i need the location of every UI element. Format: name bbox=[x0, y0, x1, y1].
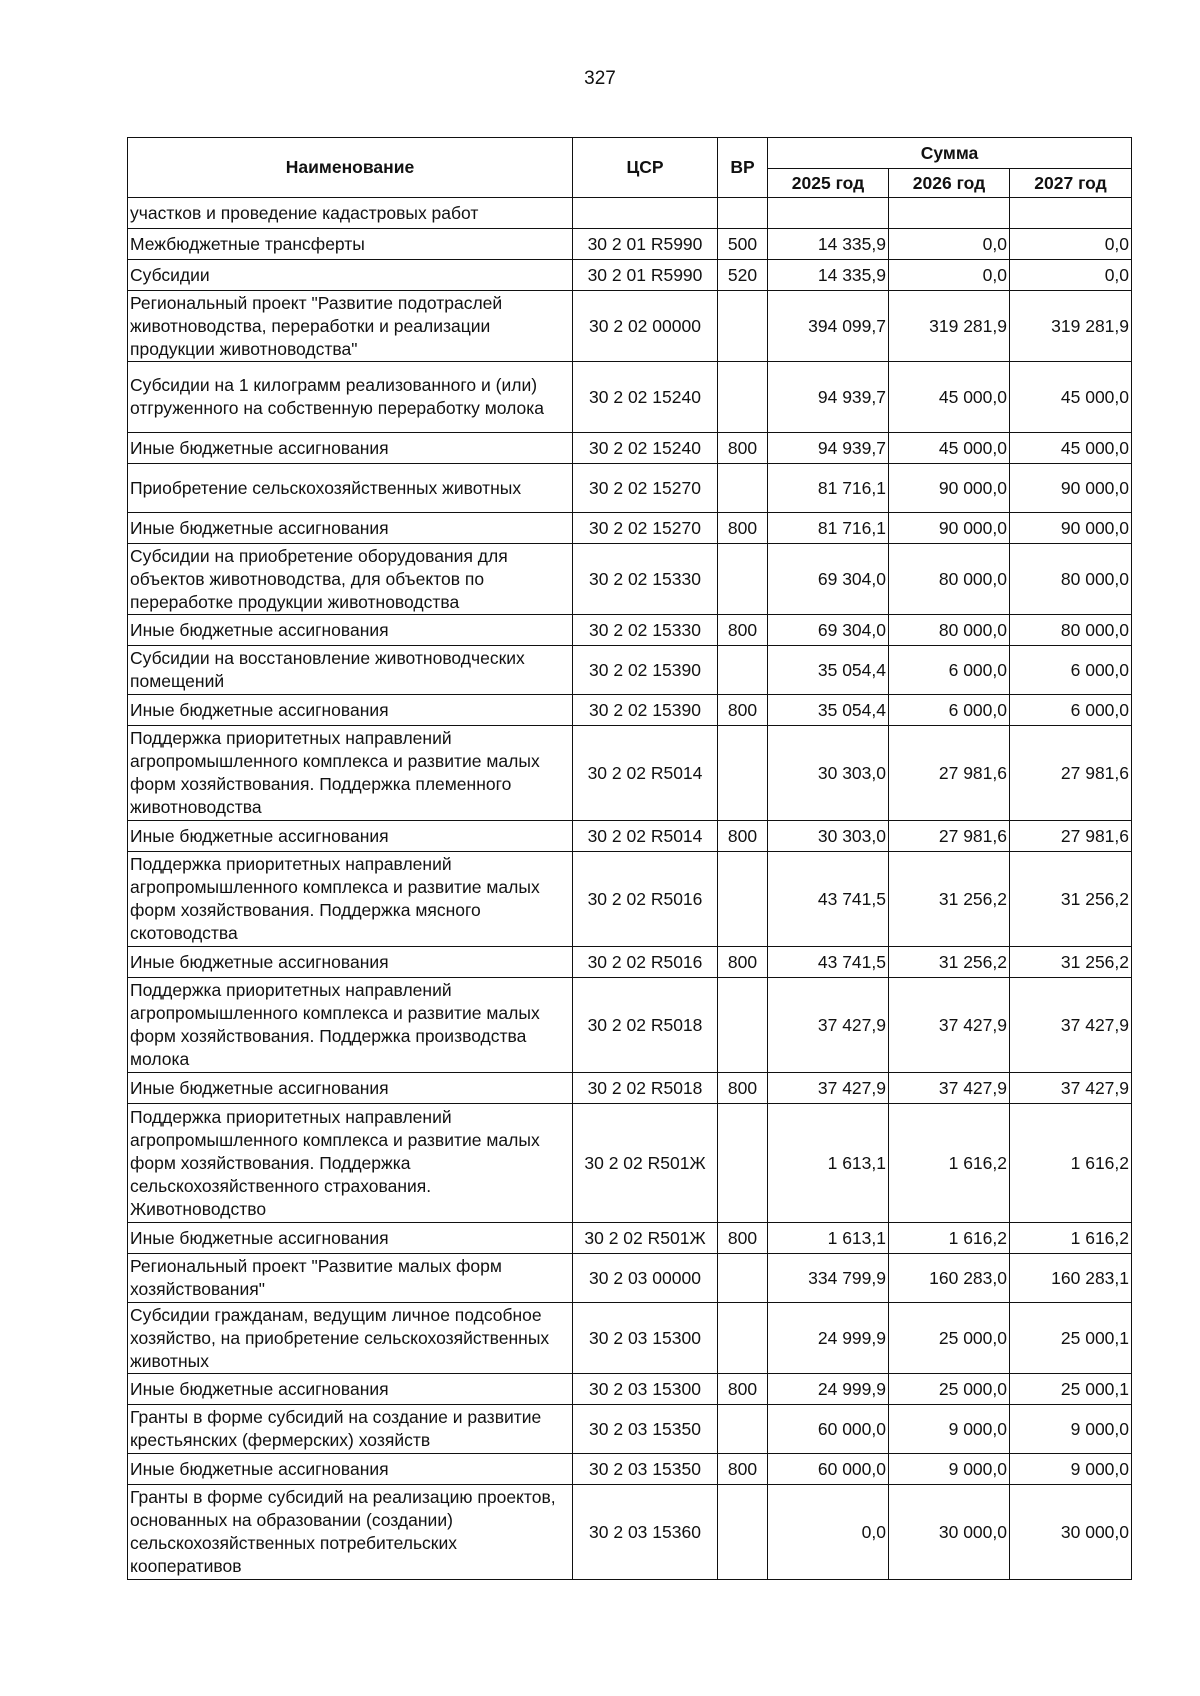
table-row bbox=[128, 198, 1132, 229]
table-row bbox=[128, 1405, 1132, 1454]
table-row bbox=[128, 695, 1132, 726]
table-body bbox=[128, 198, 1132, 1580]
row-sum-2027 bbox=[1010, 198, 1132, 229]
row-vr: 500 bbox=[718, 229, 768, 260]
row-name: Субсидии гражданам, ведущим личное подсобное хозяйство, на приобретение сельскохозяйственных животных bbox=[128, 1303, 573, 1374]
table-row bbox=[128, 229, 1132, 260]
row-vr bbox=[718, 464, 768, 513]
row-vr bbox=[718, 291, 768, 362]
row-vr: 800 bbox=[718, 1073, 768, 1104]
header-year-2027: 2027 год bbox=[1010, 169, 1132, 198]
row-vr: 800 bbox=[718, 513, 768, 544]
row-name: Гранты в форме субсидий на создание и развитие крестьянских (фермерских) хозяйств bbox=[128, 1405, 573, 1454]
table-row bbox=[128, 1223, 1132, 1254]
row-sum-2027: 37 427,9 bbox=[1010, 978, 1132, 1073]
row-sum-2025: 37 427,9 bbox=[768, 978, 889, 1073]
header-csr: ЦСР bbox=[573, 138, 718, 198]
table-header bbox=[128, 138, 1132, 198]
header-vr: ВР bbox=[718, 138, 768, 198]
row-csr: 30 2 03 15350 bbox=[573, 1405, 718, 1454]
header-year-2026: 2026 год bbox=[889, 169, 1010, 198]
header-year-2025: 2025 год bbox=[768, 169, 889, 198]
row-csr: 30 2 02 15240 bbox=[573, 433, 718, 464]
table-row bbox=[128, 1104, 1132, 1223]
row-csr: 30 2 01 R5990 bbox=[573, 260, 718, 291]
row-vr bbox=[718, 978, 768, 1073]
row-sum-2027: 80 000,0 bbox=[1010, 615, 1132, 646]
row-csr: 30 2 02 R5014 bbox=[573, 726, 718, 821]
row-sum-2027: 160 283,1 bbox=[1010, 1254, 1132, 1303]
row-vr bbox=[718, 1485, 768, 1580]
table-row bbox=[128, 362, 1132, 433]
row-csr: 30 2 02 R5018 bbox=[573, 978, 718, 1073]
row-sum-2025: 60 000,0 bbox=[768, 1405, 889, 1454]
row-sum-2026: 90 000,0 bbox=[889, 464, 1010, 513]
row-sum-2026: 0,0 bbox=[889, 229, 1010, 260]
row-sum-2027: 30 000,0 bbox=[1010, 1485, 1132, 1580]
row-vr bbox=[718, 852, 768, 947]
row-sum-2025: 24 999,9 bbox=[768, 1374, 889, 1405]
row-sum-2025: 334 799,9 bbox=[768, 1254, 889, 1303]
row-name: Иные бюджетные ассигнования bbox=[128, 433, 573, 464]
row-sum-2027: 37 427,9 bbox=[1010, 1073, 1132, 1104]
row-csr: 30 2 02 15270 bbox=[573, 464, 718, 513]
row-sum-2027: 80 000,0 bbox=[1010, 544, 1132, 615]
row-sum-2027: 6 000,0 bbox=[1010, 695, 1132, 726]
table-row bbox=[128, 1454, 1132, 1485]
row-sum-2027: 90 000,0 bbox=[1010, 513, 1132, 544]
row-csr: 30 2 02 15330 bbox=[573, 615, 718, 646]
table-row bbox=[128, 615, 1132, 646]
row-sum-2025: 94 939,7 bbox=[768, 362, 889, 433]
table-row bbox=[128, 1254, 1132, 1303]
row-sum-2025: 35 054,4 bbox=[768, 646, 889, 695]
row-sum-2025: 69 304,0 bbox=[768, 615, 889, 646]
row-vr: 800 bbox=[718, 615, 768, 646]
row-name: Поддержка приоритетных направлений агропромышленного комплекса и развитие малых форм хозяйствования. Поддержка сельскохозяйственного страхования. Животноводство bbox=[128, 1104, 573, 1223]
row-sum-2026: 6 000,0 bbox=[889, 646, 1010, 695]
row-sum-2026: 0,0 bbox=[889, 260, 1010, 291]
row-vr bbox=[718, 726, 768, 821]
row-csr: 30 2 02 15270 bbox=[573, 513, 718, 544]
row-name: Иные бюджетные ассигнования bbox=[128, 1073, 573, 1104]
row-vr bbox=[718, 1405, 768, 1454]
row-name: Гранты в форме субсидий на реализацию проектов, основанных на образовании (создании) сельскохозяйственных потребительских кооперативов bbox=[128, 1485, 573, 1580]
row-sum-2026: 37 427,9 bbox=[889, 978, 1010, 1073]
row-sum-2027: 27 981,6 bbox=[1010, 821, 1132, 852]
row-sum-2026: 27 981,6 bbox=[889, 726, 1010, 821]
header-sum: Сумма bbox=[768, 138, 1132, 169]
row-vr: 800 bbox=[718, 821, 768, 852]
row-sum-2027: 9 000,0 bbox=[1010, 1454, 1132, 1485]
row-sum-2027: 25 000,1 bbox=[1010, 1374, 1132, 1405]
row-sum-2027: 25 000,1 bbox=[1010, 1303, 1132, 1374]
row-vr: 800 bbox=[718, 947, 768, 978]
row-sum-2026: 45 000,0 bbox=[889, 362, 1010, 433]
table-row bbox=[128, 1485, 1132, 1580]
row-sum-2026: 160 283,0 bbox=[889, 1254, 1010, 1303]
row-csr: 30 2 03 15300 bbox=[573, 1374, 718, 1405]
row-name: Поддержка приоритетных направлений агропромышленного комплекса и развитие малых форм хозяйствования. Поддержка производства молока bbox=[128, 978, 573, 1073]
row-csr: 30 2 03 00000 bbox=[573, 1254, 718, 1303]
row-sum-2027: 1 616,2 bbox=[1010, 1223, 1132, 1254]
header-name: Наименование bbox=[128, 138, 573, 198]
row-vr bbox=[718, 544, 768, 615]
row-name: Иные бюджетные ассигнования bbox=[128, 821, 573, 852]
row-csr: 30 2 02 15390 bbox=[573, 646, 718, 695]
row-csr: 30 2 03 15300 bbox=[573, 1303, 718, 1374]
table-row bbox=[128, 433, 1132, 464]
row-sum-2026: 31 256,2 bbox=[889, 852, 1010, 947]
row-vr bbox=[718, 1254, 768, 1303]
row-sum-2026: 30 000,0 bbox=[889, 1485, 1010, 1580]
row-sum-2026: 90 000,0 bbox=[889, 513, 1010, 544]
row-csr: 30 2 02 R501Ж bbox=[573, 1104, 718, 1223]
table-row bbox=[128, 821, 1132, 852]
budget-table bbox=[127, 137, 1132, 1580]
row-name: Иные бюджетные ассигнования bbox=[128, 513, 573, 544]
row-sum-2025: 81 716,1 bbox=[768, 464, 889, 513]
row-sum-2027: 6 000,0 bbox=[1010, 646, 1132, 695]
row-sum-2025: 30 303,0 bbox=[768, 726, 889, 821]
row-name: Субсидии bbox=[128, 260, 573, 291]
row-name: Иные бюджетные ассигнования bbox=[128, 947, 573, 978]
row-sum-2027: 1 616,2 bbox=[1010, 1104, 1132, 1223]
table-row bbox=[128, 513, 1132, 544]
row-sum-2025: 43 741,5 bbox=[768, 947, 889, 978]
table-row bbox=[128, 852, 1132, 947]
row-sum-2026: 37 427,9 bbox=[889, 1073, 1010, 1104]
row-sum-2026: 1 616,2 bbox=[889, 1223, 1010, 1254]
row-sum-2027: 0,0 bbox=[1010, 229, 1132, 260]
row-vr bbox=[718, 1303, 768, 1374]
row-sum-2025: 0,0 bbox=[768, 1485, 889, 1580]
row-name: Межбюджетные трансферты bbox=[128, 229, 573, 260]
row-name: Иные бюджетные ассигнования bbox=[128, 1223, 573, 1254]
row-vr bbox=[718, 646, 768, 695]
row-name: Поддержка приоритетных направлений агропромышленного комплекса и развитие малых форм хозяйствования. Поддержка племенного животноводства bbox=[128, 726, 573, 821]
table-row bbox=[128, 1073, 1132, 1104]
row-sum-2026: 6 000,0 bbox=[889, 695, 1010, 726]
table-row bbox=[128, 646, 1132, 695]
row-sum-2026: 25 000,0 bbox=[889, 1374, 1010, 1405]
row-sum-2025: 14 335,9 bbox=[768, 260, 889, 291]
row-csr bbox=[573, 198, 718, 229]
row-sum-2025: 24 999,9 bbox=[768, 1303, 889, 1374]
table-row bbox=[128, 726, 1132, 821]
table-row bbox=[128, 260, 1132, 291]
row-name: Иные бюджетные ассигнования bbox=[128, 1374, 573, 1405]
row-csr: 30 2 03 15350 bbox=[573, 1454, 718, 1485]
row-sum-2026: 9 000,0 bbox=[889, 1405, 1010, 1454]
row-sum-2026: 1 616,2 bbox=[889, 1104, 1010, 1223]
row-sum-2026: 80 000,0 bbox=[889, 544, 1010, 615]
row-vr bbox=[718, 198, 768, 229]
row-vr: 800 bbox=[718, 1454, 768, 1485]
row-sum-2026: 31 256,2 bbox=[889, 947, 1010, 978]
row-sum-2027: 90 000,0 bbox=[1010, 464, 1132, 513]
row-vr: 520 bbox=[718, 260, 768, 291]
row-sum-2027: 45 000,0 bbox=[1010, 433, 1132, 464]
row-sum-2026: 9 000,0 bbox=[889, 1454, 1010, 1485]
row-csr: 30 2 02 15330 bbox=[573, 544, 718, 615]
table-row bbox=[128, 291, 1132, 362]
row-name: Региональный проект "Развитие малых форм хозяйствования" bbox=[128, 1254, 573, 1303]
row-sum-2026 bbox=[889, 198, 1010, 229]
row-sum-2025: 394 099,7 bbox=[768, 291, 889, 362]
row-sum-2026: 319 281,9 bbox=[889, 291, 1010, 362]
row-sum-2026: 45 000,0 bbox=[889, 433, 1010, 464]
row-vr: 800 bbox=[718, 695, 768, 726]
table-row bbox=[128, 464, 1132, 513]
row-name: Региональный проект "Развитие подотраслей животноводства, переработки и реализации продукции животноводства" bbox=[128, 291, 573, 362]
row-csr: 30 2 02 00000 bbox=[573, 291, 718, 362]
row-sum-2025: 94 939,7 bbox=[768, 433, 889, 464]
table-row bbox=[128, 978, 1132, 1073]
row-sum-2025: 14 335,9 bbox=[768, 229, 889, 260]
row-name: Иные бюджетные ассигнования bbox=[128, 1454, 573, 1485]
row-name: Приобретение сельскохозяйственных животных bbox=[128, 464, 573, 513]
row-csr: 30 2 02 R501Ж bbox=[573, 1223, 718, 1254]
row-name: Субсидии на приобретение оборудования для объектов животноводства, для объектов по переработке продукции животноводства bbox=[128, 544, 573, 615]
row-sum-2025: 1 613,1 bbox=[768, 1104, 889, 1223]
row-vr: 800 bbox=[718, 1223, 768, 1254]
row-sum-2025: 37 427,9 bbox=[768, 1073, 889, 1104]
row-name: Субсидии на восстановление животноводческих помещений bbox=[128, 646, 573, 695]
row-csr: 30 2 02 15390 bbox=[573, 695, 718, 726]
row-sum-2025: 81 716,1 bbox=[768, 513, 889, 544]
row-vr: 800 bbox=[718, 1374, 768, 1405]
row-sum-2025: 69 304,0 bbox=[768, 544, 889, 615]
row-name: участков и проведение кадастровых работ bbox=[128, 198, 573, 229]
row-name: Иные бюджетные ассигнования bbox=[128, 615, 573, 646]
table-row bbox=[128, 1303, 1132, 1374]
table-row bbox=[128, 947, 1132, 978]
row-csr: 30 2 03 15360 bbox=[573, 1485, 718, 1580]
row-sum-2025: 60 000,0 bbox=[768, 1454, 889, 1485]
row-sum-2026: 80 000,0 bbox=[889, 615, 1010, 646]
row-sum-2027: 319 281,9 bbox=[1010, 291, 1132, 362]
row-name: Субсидии на 1 килограмм реализованного и (или) отгруженного на собственную переработку молока bbox=[128, 362, 573, 433]
table-row bbox=[128, 1374, 1132, 1405]
row-csr: 30 2 01 R5990 bbox=[573, 229, 718, 260]
row-sum-2027: 31 256,2 bbox=[1010, 852, 1132, 947]
row-csr: 30 2 02 R5016 bbox=[573, 852, 718, 947]
row-sum-2027: 27 981,6 bbox=[1010, 726, 1132, 821]
row-sum-2025 bbox=[768, 198, 889, 229]
row-sum-2027: 31 256,2 bbox=[1010, 947, 1132, 978]
row-csr: 30 2 02 R5018 bbox=[573, 1073, 718, 1104]
row-name: Поддержка приоритетных направлений агропромышленного комплекса и развитие малых форм хозяйствования. Поддержка мясного скотоводства bbox=[128, 852, 573, 947]
row-sum-2025: 1 613,1 bbox=[768, 1223, 889, 1254]
table-row bbox=[128, 544, 1132, 615]
row-sum-2026: 27 981,6 bbox=[889, 821, 1010, 852]
row-vr bbox=[718, 1104, 768, 1223]
row-csr: 30 2 02 R5014 bbox=[573, 821, 718, 852]
row-vr bbox=[718, 362, 768, 433]
row-sum-2025: 43 741,5 bbox=[768, 852, 889, 947]
row-name: Иные бюджетные ассигнования bbox=[128, 695, 573, 726]
row-csr: 30 2 02 15240 bbox=[573, 362, 718, 433]
row-sum-2026: 25 000,0 bbox=[889, 1303, 1010, 1374]
row-csr: 30 2 02 R5016 bbox=[573, 947, 718, 978]
row-vr: 800 bbox=[718, 433, 768, 464]
row-sum-2025: 30 303,0 bbox=[768, 821, 889, 852]
row-sum-2027: 0,0 bbox=[1010, 260, 1132, 291]
page-number: 327 bbox=[584, 68, 616, 89]
row-sum-2027: 9 000,0 bbox=[1010, 1405, 1132, 1454]
row-sum-2025: 35 054,4 bbox=[768, 695, 889, 726]
row-sum-2027: 45 000,0 bbox=[1010, 362, 1132, 433]
